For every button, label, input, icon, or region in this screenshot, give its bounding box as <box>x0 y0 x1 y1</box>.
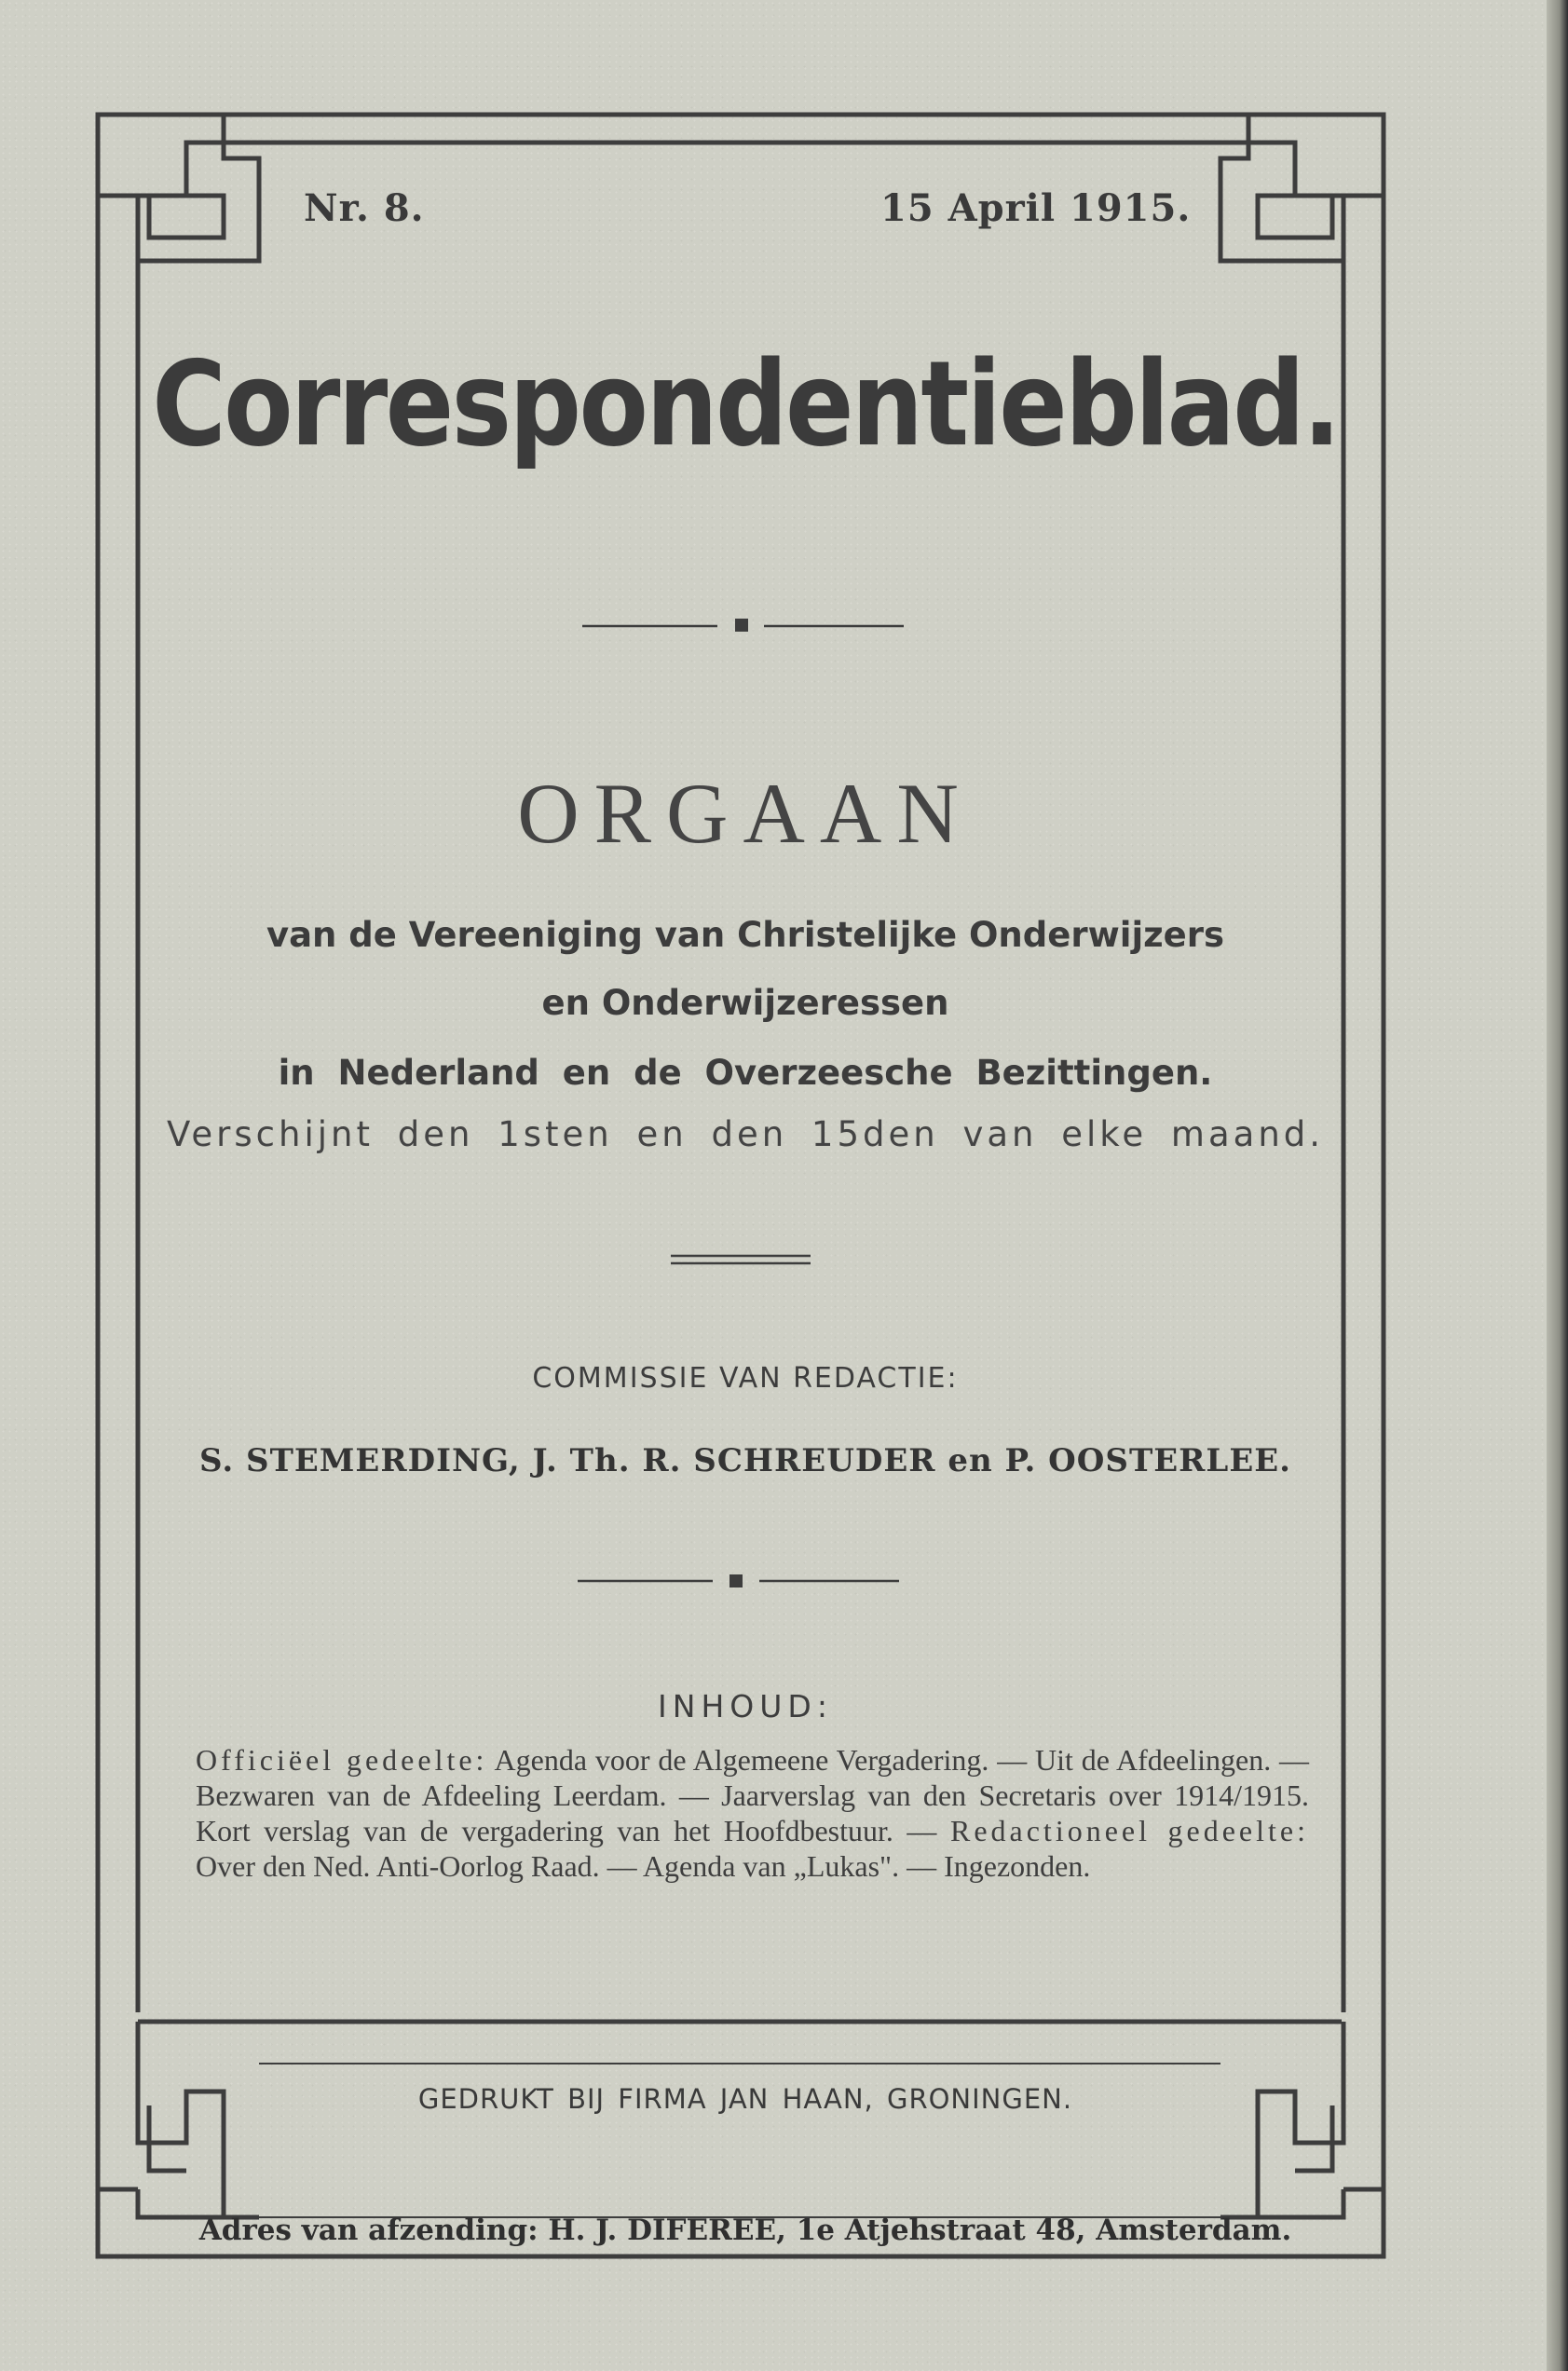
official-section-label: Officiëel gedeelte: <box>196 1743 488 1777</box>
return-address: Adres van afzending: H. J. DIFEREE, 1e Atjehstraat 48, Amsterdam. <box>198 2214 1292 2247</box>
contents-heading: INHOUD: <box>658 1688 833 1724</box>
association-line-3: in Nederland en de Overzeesche Bezittingen. <box>278 1053 1213 1093</box>
editorial-section-label: Redactioneel gedeelte: <box>949 1814 1310 1847</box>
printer-credit: GEDRUKT BIJ FIRMA JAN HAAN, GRONINGEN. <box>417 2083 1073 2115</box>
editorial-heading: COMMISSIE VAN REDACTIE: <box>532 1362 959 1395</box>
official-section-text: Agenda voor de Algemeene Vergadering. — Uit de Afdeelingen. — Bezwaren van de Afdeeling Leerdam. — Jaarverslag van den Secretaris over 1914/1915. Kort verslag van de vergadering van het Hoofdbestuur. — <box>196 1743 1310 1847</box>
association-line-2: en Onderwijzeressen <box>541 983 949 1023</box>
contents-body <box>196 1742 1309 1884</box>
separator-dot <box>735 619 748 632</box>
editorial-names: S. STEMERDING, J. Th. R. SCHREUDER en P. OOSTERLEE. <box>199 1442 1291 1479</box>
masthead-title: Correspondentieblad. <box>152 335 1339 472</box>
publication-frequency: Verschijnt den 1sten en den 15den van elke maand. <box>166 1114 1325 1154</box>
editorial-section-text: Over den Ned. Anti-Oorlog Raad. — Agenda van „Lukas". — Ingezonden. <box>196 1849 1091 1883</box>
page-edge <box>1547 0 1568 2371</box>
organ-heading: ORGAAN <box>517 766 974 861</box>
association-line-1: van de Vereeniging van Christelijke Onderwijzers <box>266 915 1225 955</box>
separator-dot <box>729 1574 743 1587</box>
issue-number: Nr. 8. <box>304 186 425 230</box>
issue-date: 15 April 1915. <box>880 186 1192 230</box>
